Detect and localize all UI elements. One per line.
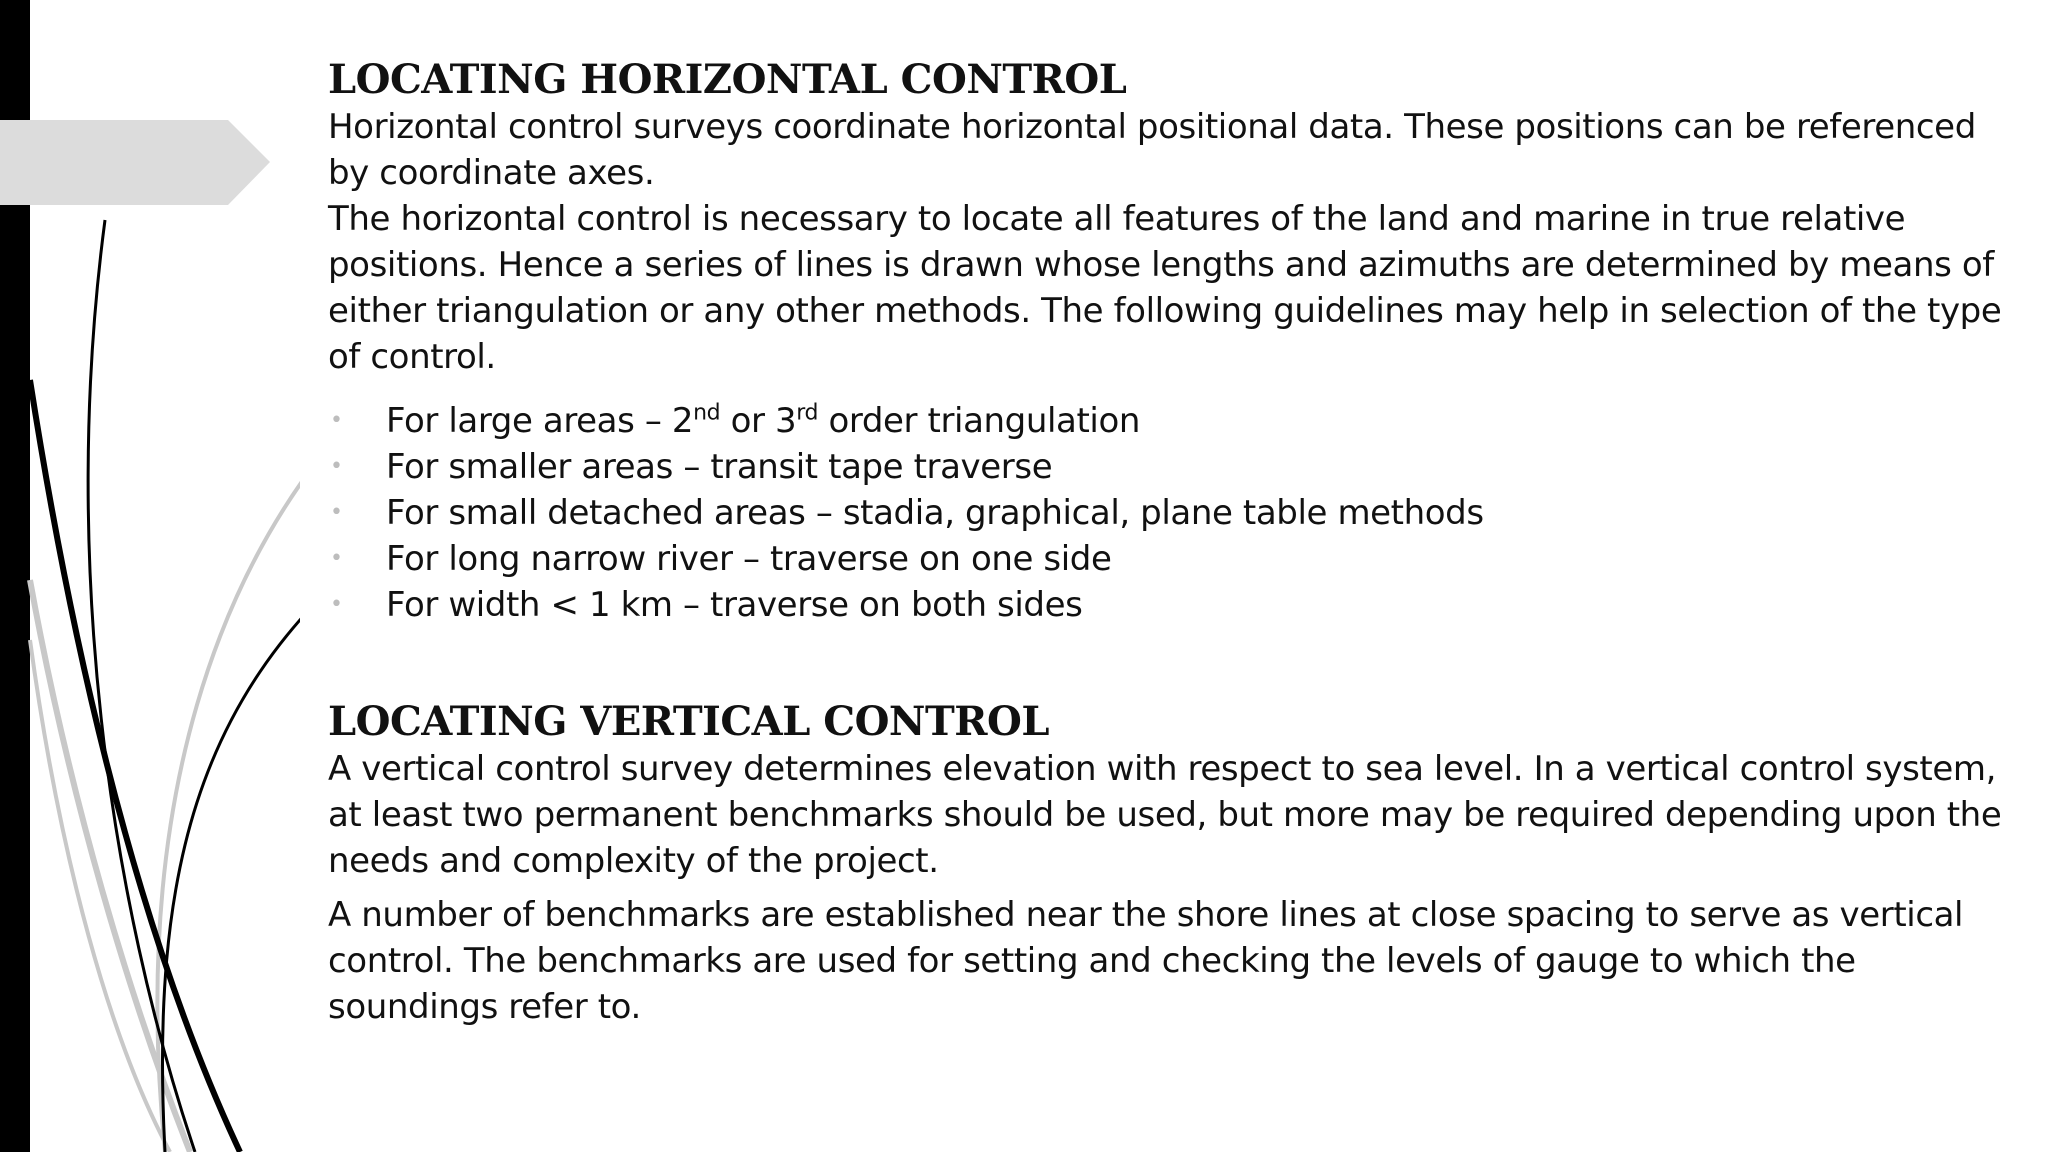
list-item-text-part: or 3 — [720, 401, 797, 441]
list-item — [328, 398, 2018, 444]
black-curve-arc — [162, 560, 300, 1152]
grey-curve-long — [157, 410, 300, 1152]
horizontal-paragraph-2: The horizontal control is necessary to locate all features of the land and marine in true relative positions. Hence a series of lines is drawn whose lengths and azimuths are determined by means of either triangulation or any other methods. The following guidelines may help in selection of the type of control. — [328, 199, 2002, 377]
ordinal-suffix: nd — [693, 400, 721, 426]
arrow-tab-shape — [0, 120, 270, 205]
vertical-control-section — [328, 698, 2018, 1030]
vertical-paragraph-1: A vertical control survey determines elevation with respect to sea level. In a vertical control system, at least two permanent benchmarks should be used, but more may be required depending upon the needs and complexity of the project. — [328, 749, 2002, 881]
vertical-control-heading: LOCATING VERTICAL CONTROL — [328, 698, 1049, 745]
list-item — [328, 582, 2018, 628]
horizontal-control-section — [328, 56, 2018, 628]
bullet-icon: • — [330, 500, 343, 525]
control-guidelines-list — [328, 398, 2018, 628]
list-item-text: For smaller areas – transit tape traverse — [386, 447, 1053, 487]
list-item — [328, 490, 2018, 536]
slide-content — [328, 56, 2018, 1030]
bullet-icon: • — [330, 592, 343, 617]
ordinal-suffix: rd — [796, 400, 819, 426]
horizontal-paragraph-1: Horizontal control surveys coordinate horizontal positional data. These positions can be referenced by coordinate axes. — [328, 107, 1976, 193]
bullet-icon: • — [330, 454, 343, 479]
list-item — [328, 536, 2018, 582]
bullet-icon: • — [330, 408, 343, 433]
list-item-text: For small detached areas – stadia, graphical, plane table methods — [386, 493, 1484, 533]
black-curve-thick — [30, 380, 240, 1152]
bullet-icon: • — [330, 546, 343, 571]
horizontal-control-heading: LOCATING HORIZONTAL CONTROL — [328, 56, 1127, 103]
list-item-text-part: order triangulation — [818, 401, 1141, 441]
list-item-text-part: For large areas – 2 — [386, 401, 694, 441]
list-item — [328, 444, 2018, 490]
list-item-text: For width < 1 km – traverse on both sides — [386, 585, 1083, 625]
vertical-paragraph-2: A number of benchmarks are established near the shore lines at close spacing to serve as vertical control. The benchmarks are used for setting and checking the levels of gauge to which the soundings refer to. — [328, 895, 1964, 1027]
list-item-text: For long narrow river – traverse on one side — [386, 539, 1112, 579]
